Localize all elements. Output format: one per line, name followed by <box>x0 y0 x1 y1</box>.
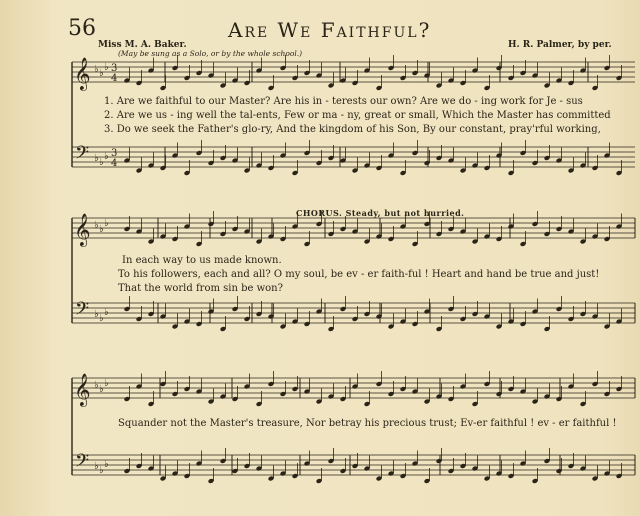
flat-icon: ♭ <box>94 309 99 320</box>
flat-icon: ♭ <box>94 220 99 231</box>
page-number: 56 <box>68 16 96 41</box>
flat-icon: ♭ <box>94 153 99 164</box>
treble-clef-icon: 𝄞 <box>74 57 91 90</box>
time-signature-top: 3 <box>111 148 118 159</box>
flat-icon: ♭ <box>99 313 104 324</box>
bass-clef-icon: 𝄢 <box>75 299 90 324</box>
composer-credit: Miss M. A. Baker. <box>98 40 187 50</box>
flat-icon: ♭ <box>104 62 109 73</box>
flat-icon: ♭ <box>94 64 99 75</box>
hymn-title: Are We Faithful? <box>228 18 432 42</box>
flat-icon: ♭ <box>99 224 104 235</box>
flat-icon: ♭ <box>99 384 104 395</box>
time-signature-top: 3 <box>111 63 118 74</box>
performance-note: (May be sung as a Solo, or by the whole school.) <box>118 49 303 58</box>
flat-icon: ♭ <box>94 461 99 472</box>
bass-clef-icon: 𝄢 <box>75 451 90 476</box>
verse-line-2: 2. Are we us - ing well the tal-ents, Few or ma - ny, great or small, Which the Master has committed <box>104 110 611 121</box>
treble-clef-icon: 𝄞 <box>74 373 91 406</box>
chorus-heading: CHORUS. Steady, but not hurried. <box>296 208 465 218</box>
bass-clef-icon: 𝄢 <box>75 143 90 168</box>
verse-line-5: To his followers, each and all? O my soul, be ev - er faith-ful ! Heart and hand be true and just! <box>118 269 600 280</box>
flat-icon: ♭ <box>104 459 109 470</box>
flat-icon: ♭ <box>104 378 109 389</box>
flat-icon: ♭ <box>99 465 104 476</box>
flat-icon: ♭ <box>94 380 99 391</box>
verse-line-7: Squander not the Master's treasure, Nor betray his precious trust; Ev-er faithful ! ev - er faithful ! <box>118 418 617 429</box>
verse-line-1: 1. Are we faithful to our Master? Are his in - terests our own? Are we do - ing work for Je - sus <box>104 96 583 107</box>
time-signature-bottom: 4 <box>111 158 118 169</box>
verse-line-3: 3. Do we seek the Father's glo-ry, And the kingdom of his Son, By our constant, pray'rful working, <box>104 124 601 135</box>
flat-icon: ♭ <box>99 157 104 168</box>
flat-icon: ♭ <box>104 307 109 318</box>
time-signature-bottom: 4 <box>111 73 118 84</box>
flat-icon: ♭ <box>104 151 109 162</box>
flat-icon: ♭ <box>99 68 104 79</box>
treble-clef-icon: 𝄞 <box>74 213 91 246</box>
arranger-credit: H. R. Palmer, by per. <box>508 40 612 50</box>
verse-line-6: That the world from sin be won? <box>118 283 283 294</box>
flat-icon: ♭ <box>104 218 109 229</box>
verse-line-4: In each way to us made known. <box>122 255 282 266</box>
